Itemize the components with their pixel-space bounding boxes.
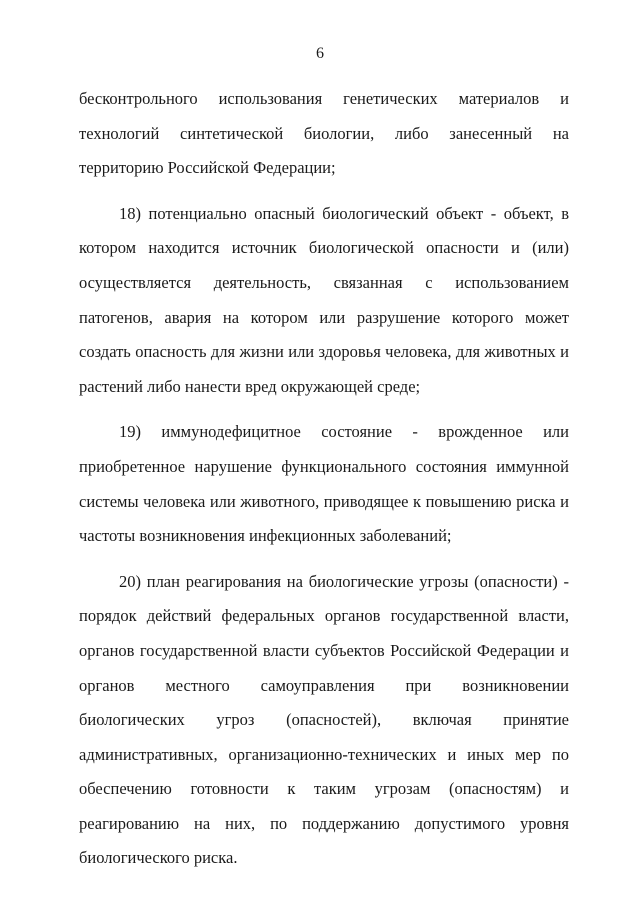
paragraph-item-20: 20) план реагирования на биологические угрозы (опасности) - порядок действий федеральных органов государственной власти, органов государственной власти субъектов Российской Федерации и органов местного самоуправления при возникновении биологических угроз (опасностей), включая принятие административных, организационно-технических и иных мер по обеспечению готовности к таким угрозам (опасностям) и реагированию на них, по поддержанию допустимого уровня биологического риска. [79,571,569,868]
paragraph-item-18: 18) потенциально опасный биологический объект - объект, в котором находится источник биологической опасности и (или) осуществляется деятельность, связанная с использованием патогенов, авария на котором или разрушение которого может создать опасность для жизни или здоровья человека, для животных и растений либо нанести вред окружающей среде; [79,203,569,396]
paragraph-continuation: бесконтрольного использования генетических материалов и технологий синтетической биологии, либо занесенный на территорию Российской Федерации; [79,89,569,178]
page-number: 6 [316,45,324,62]
paragraph-item-19: 19) иммунодефицитное состояние - врожденное или приобретенное нарушение функционального состояния иммунной системы человека или животного, приводящее к повышению риска и частоты возникновения инфекционных заболеваний; [79,422,569,546]
document-body [79,82,569,876]
